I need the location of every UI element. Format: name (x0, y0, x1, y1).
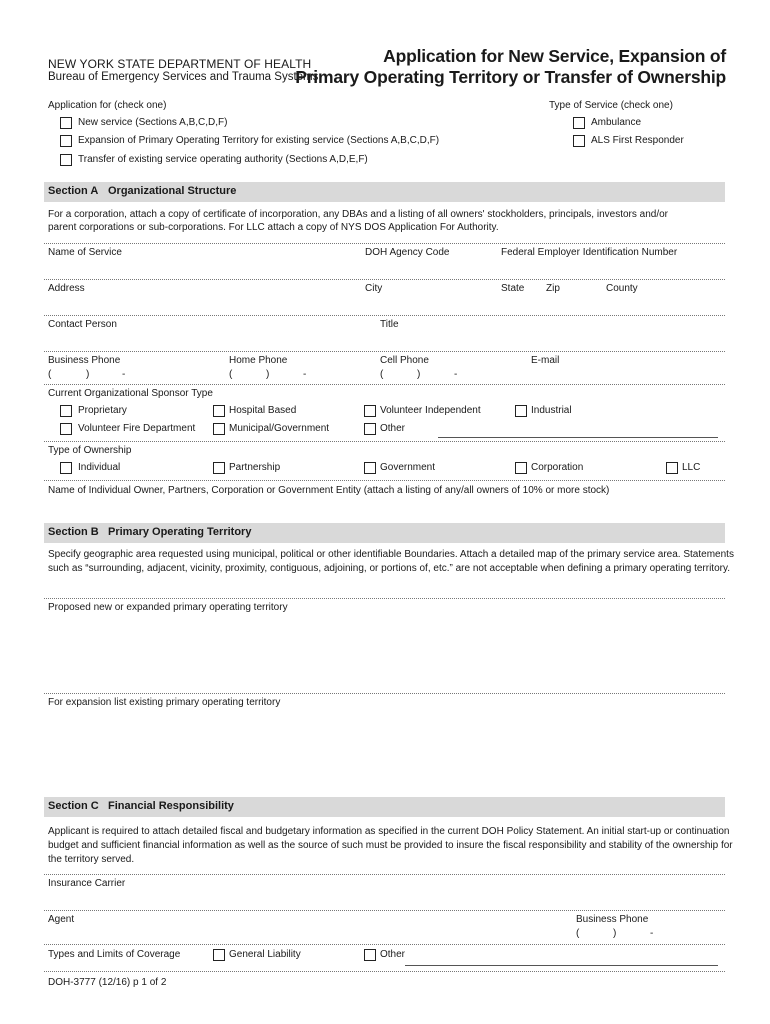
phone-area-open: ( (229, 369, 233, 380)
section-c-instructions-3: the territory served. (48, 854, 135, 865)
divider (44, 944, 725, 945)
contact-person-field[interactable]: Contact Person (48, 319, 117, 330)
other-sponsor-line[interactable] (438, 437, 718, 438)
home-phone-field[interactable]: Home Phone (229, 355, 288, 366)
section-a-header (44, 182, 725, 202)
section-a-title: Organizational Structure (108, 185, 237, 197)
divider (44, 598, 725, 599)
other-sponsor-checkbox[interactable] (364, 423, 376, 435)
city-field[interactable]: City (365, 283, 383, 294)
application-for-label: Application for (check one) (48, 100, 167, 111)
new-service-label: New service (Sections A,B,C,D,F) (78, 117, 228, 128)
form-title-line-2: Primary Operating Territory or Transfer of Ownership (295, 67, 726, 87)
phone-dash: - (454, 369, 458, 380)
divider (44, 971, 725, 972)
government-label: Government (380, 462, 436, 473)
general-liability-label: General Liability (229, 949, 301, 960)
llc-label: LLC (682, 462, 701, 473)
proposed-territory-field[interactable]: Proposed new or expanded primary operating territory (48, 602, 288, 613)
individual-checkbox[interactable] (60, 462, 72, 474)
individual-label: Individual (78, 462, 121, 473)
llc-checkbox[interactable] (666, 462, 678, 474)
divider (44, 243, 725, 244)
section-c-instructions-2: budget and sufficient financial information as well as the source of such must be provided to insure the fiscal responsibility and stability of the ownership for (48, 840, 733, 851)
transfer-checkbox[interactable] (60, 154, 72, 166)
divider (44, 910, 725, 911)
insurance-carrier-field[interactable]: Insurance Carrier (48, 878, 126, 889)
service-type-label: Type of Service (check one) (549, 100, 673, 111)
agent-business-phone-field[interactable]: Business Phone (576, 914, 649, 925)
ownership-type-label: Type of Ownership (48, 445, 132, 456)
agency-name: NEW YORK STATE DEPARTMENT OF HEALTH (48, 57, 312, 71)
phone-dash: - (650, 928, 654, 939)
phone-area-close: ) (613, 928, 617, 939)
government-checkbox[interactable] (364, 462, 376, 474)
phone-area-open: ( (380, 369, 384, 380)
phone-area-close: ) (417, 369, 421, 380)
divider (44, 874, 725, 875)
divider (44, 279, 725, 280)
section-b-instructions-1: Specify geographic area requested using municipal, political or other identifiable Boundaries. Attach a detailed map of the primary service area. Statements (48, 549, 734, 560)
als-first-responder-label: ALS First Responder (591, 135, 684, 146)
municipal-government-checkbox[interactable] (213, 423, 225, 435)
section-b-header (44, 523, 725, 543)
form-id: DOH-3777 (12/16) p 1 of 2 (48, 977, 167, 988)
form-title-line-1: Application for New Service, Expansion of (383, 46, 726, 66)
new-service-checkbox[interactable] (60, 117, 72, 129)
zip-field[interactable]: Zip (546, 283, 560, 294)
expansion-checkbox[interactable] (60, 135, 72, 147)
owner-names-field[interactable]: Name of Individual Owner, Partners, Corporation or Government Entity (attach a listing of any/all owners of 10% or more stock) (48, 485, 610, 496)
proprietary-label: Proprietary (78, 405, 127, 416)
volunteer-fire-department-checkbox[interactable] (60, 423, 72, 435)
title-field[interactable]: Title (380, 319, 399, 330)
state-field[interactable]: State (501, 283, 525, 294)
divider (44, 315, 725, 316)
proprietary-checkbox[interactable] (60, 405, 72, 417)
phone-area-open: ( (48, 369, 52, 380)
divider (44, 441, 725, 442)
hospital-based-label: Hospital Based (229, 405, 297, 416)
bureau-name: Bureau of Emergency Services and Trauma Systems (48, 71, 319, 83)
other-sponsor-label: Other (380, 423, 406, 434)
agent-field[interactable]: Agent (48, 914, 75, 925)
ambulance-checkbox[interactable] (573, 117, 585, 129)
section-c-number: Section C (48, 800, 99, 812)
section-a-number: Section A (48, 185, 99, 197)
corporation-checkbox[interactable] (515, 462, 527, 474)
hospital-based-checkbox[interactable] (213, 405, 225, 417)
divider (44, 384, 725, 385)
ambulance-label: Ambulance (591, 117, 642, 128)
section-b-instructions-2: such as “surrounding, adjacent, vicinity, proximity, contiguous, adjoining, or portions of, etc.” are not acceptable when defining a primary operating territory. (48, 563, 731, 574)
phone-dash: - (122, 369, 126, 380)
county-field[interactable]: County (606, 283, 638, 294)
section-a-instructions-2: parent corporations or sub-corporations. For LLC attach a copy of NYS DOS Application For Authority. (48, 222, 499, 233)
corporation-label: Corporation (531, 462, 584, 473)
volunteer-independent-checkbox[interactable] (364, 405, 376, 417)
address-field[interactable]: Address (48, 283, 85, 294)
partnership-checkbox[interactable] (213, 462, 225, 474)
industrial-checkbox[interactable] (515, 405, 527, 417)
divider (44, 351, 725, 352)
als-first-responder-checkbox[interactable] (573, 135, 585, 147)
doh-agency-code-field[interactable]: DOH Agency Code (365, 247, 450, 258)
section-c-title: Financial Responsibility (108, 800, 234, 812)
phone-area-open: ( (576, 928, 580, 939)
business-phone-field[interactable]: Business Phone (48, 355, 121, 366)
volunteer-fire-department-label: Volunteer Fire Department (78, 423, 196, 434)
other-coverage-line[interactable] (405, 965, 718, 966)
section-b-number: Section B (48, 526, 99, 538)
email-field[interactable]: E-mail (531, 355, 560, 366)
industrial-label: Industrial (531, 405, 572, 416)
coverage-label: Types and Limits of Coverage (48, 949, 181, 960)
general-liability-checkbox[interactable] (213, 949, 225, 961)
existing-territory-field[interactable]: For expansion list existing primary operating territory (48, 697, 281, 708)
partnership-label: Partnership (229, 462, 281, 473)
divider (44, 693, 725, 694)
section-a-instructions-1: For a corporation, attach a copy of certificate of incorporation, any DBAs and a listing of all owners' stockholders, principals, investors and/or (48, 209, 668, 220)
transfer-label: Transfer of existing service operating authority (Sections A,D,E,F) (78, 154, 368, 165)
municipal-government-label: Municipal/Government (229, 423, 330, 434)
section-b-title: Primary Operating Territory (108, 526, 252, 538)
phone-area-close: ) (266, 369, 270, 380)
volunteer-independent-label: Volunteer Independent (380, 405, 481, 416)
section-c-header (44, 797, 725, 817)
name-of-service-field[interactable]: Name of Service (48, 247, 122, 258)
phone-area-close: ) (86, 369, 90, 380)
divider (44, 480, 725, 481)
other-coverage-checkbox[interactable] (364, 949, 376, 961)
other-coverage-label: Other (380, 949, 406, 960)
cell-phone-field[interactable]: Cell Phone (380, 355, 429, 366)
sponsor-type-label: Current Organizational Sponsor Type (48, 388, 213, 399)
fein-field[interactable]: Federal Employer Identification Number (501, 247, 678, 258)
expansion-label: Expansion of Primary Operating Territory for existing service (Sections A,B,C,D,F) (78, 135, 440, 146)
section-c-instructions-1: Applicant is required to attach detailed fiscal and budgetary information as specified in the current DOH Policy Statement. An initial start-up or continuation (48, 826, 730, 837)
phone-dash: - (303, 369, 307, 380)
